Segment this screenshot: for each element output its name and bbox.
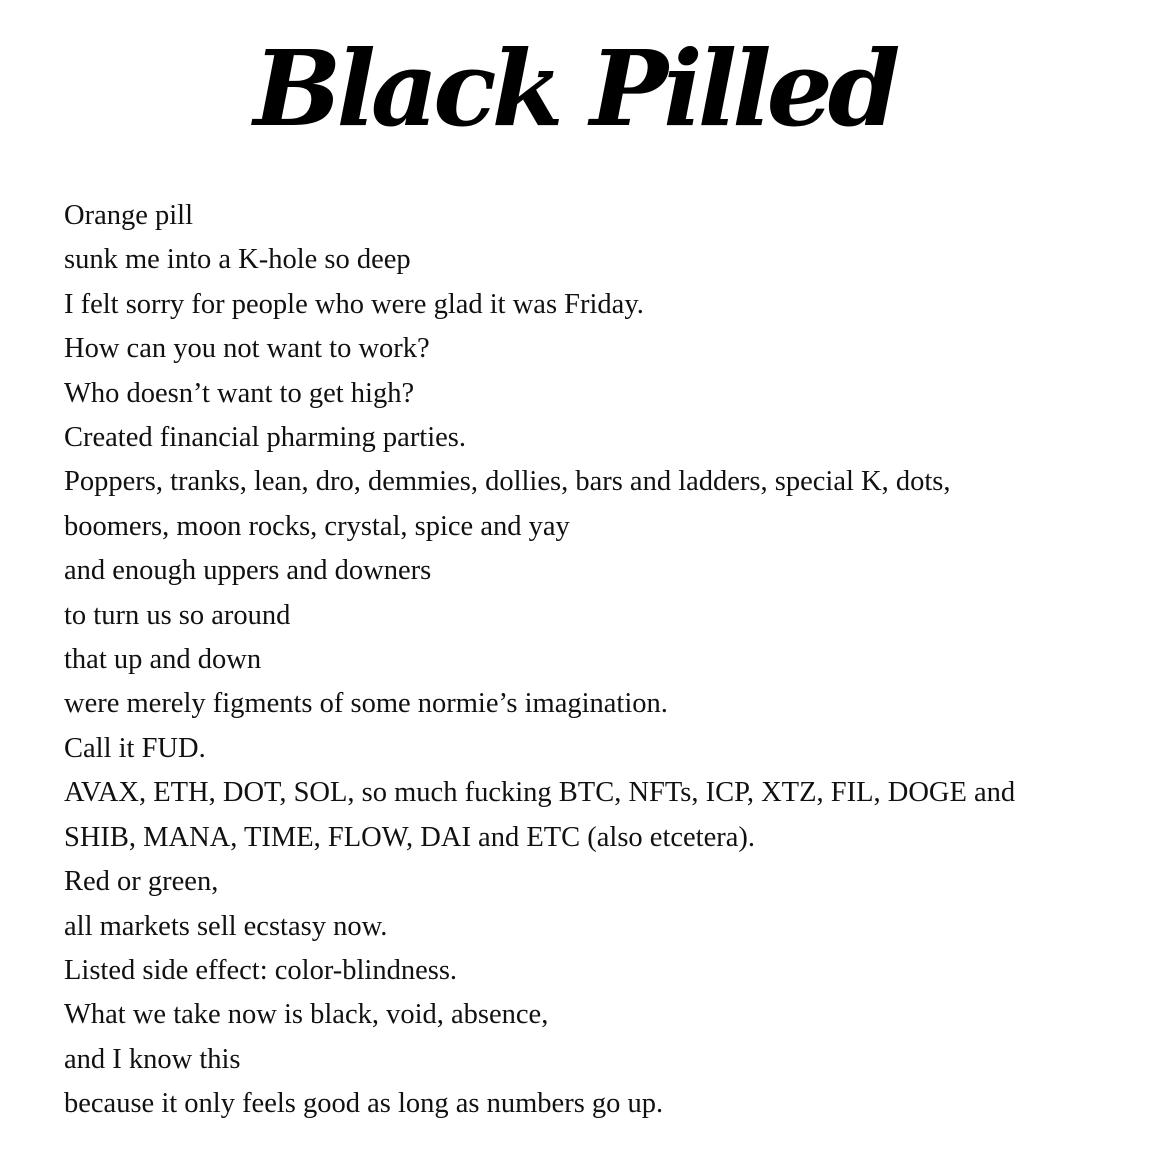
- poem-line: Call it FUD.: [64, 732, 206, 764]
- poem-line: all markets sell ecstasy now.: [64, 910, 388, 942]
- poem-line: Red or green,: [64, 866, 219, 898]
- poem-line: to turn us so around: [64, 599, 291, 631]
- poem-line: sunk me into a K-hole so deep: [64, 244, 411, 276]
- poem-line: and I know this: [64, 1043, 241, 1075]
- poem-body: [64, 194, 1124, 1127]
- poem-line: What we take now is black, void, absence,: [64, 999, 549, 1031]
- poem-line: Created financial pharming parties.: [64, 422, 467, 454]
- poem-line: and enough uppers and downers: [64, 555, 432, 587]
- poem-line: How can you not want to work?: [64, 333, 430, 365]
- poem-line: Orange pill: [64, 200, 194, 231]
- poem-line: Poppers, tranks, lean, dro, demmies, dollies, bars and ladders, special K, dots,: [64, 466, 951, 498]
- poem-title: Black Pilled: [253, 27, 896, 150]
- poem-line: Listed side effect: color-blindness.: [64, 954, 458, 986]
- poem-line: AVAX, ETH, DOT, SOL, so much fucking BTC, NFTs, ICP, XTZ, FIL, DOGE and: [64, 777, 1016, 809]
- poem-line: SHIB, MANA, TIME, FLOW, DAI and ETC (also etcetera).: [64, 821, 755, 853]
- poem-line: because it only feels good as long as numbers go up.: [64, 1088, 664, 1120]
- poem-line: boomers, moon rocks, crystal, spice and yay: [64, 510, 570, 542]
- poem-line: were merely figments of some normie’s imagination.: [64, 688, 668, 720]
- poem-line: I felt sorry for people who were glad it was Friday.: [64, 288, 644, 320]
- poem-line: Who doesn’t want to get high?: [64, 377, 415, 409]
- poem-line: that up and down: [64, 644, 262, 676]
